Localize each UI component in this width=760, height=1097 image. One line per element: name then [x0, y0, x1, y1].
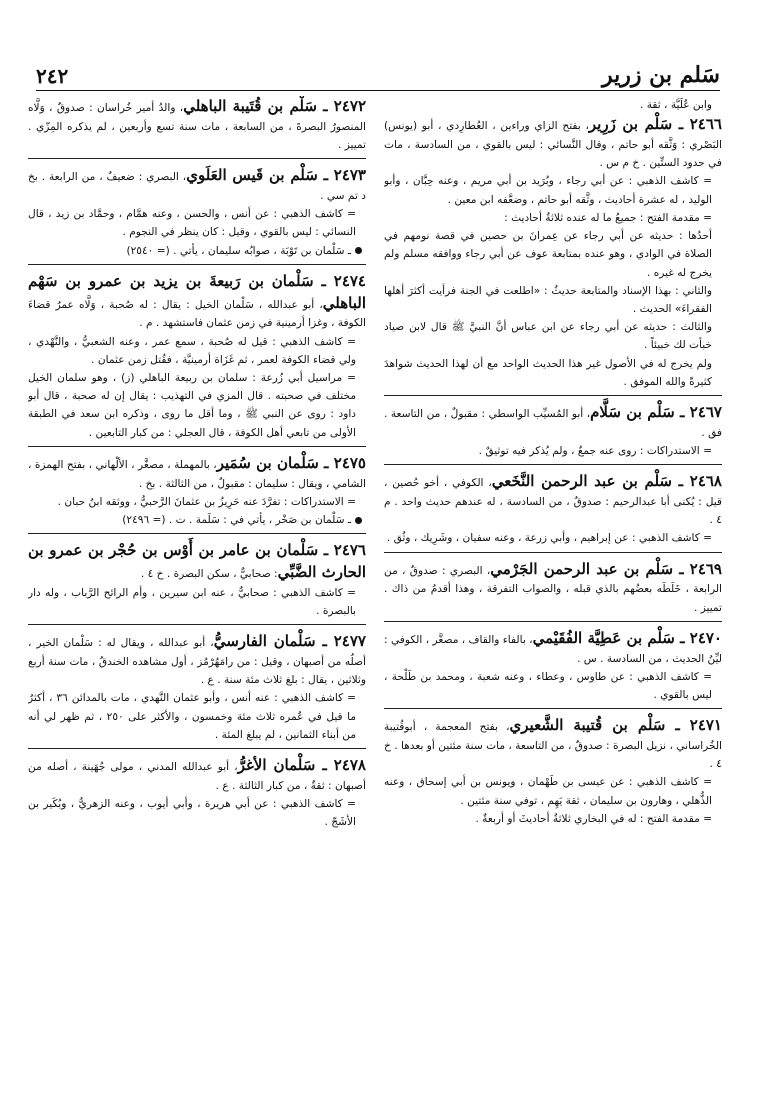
divider: [28, 748, 366, 749]
entry-text: ، أبو المُسيِّب الواسطي : مقبولٌ ، من التاسعة . فق .: [384, 408, 722, 439]
entry-2467: [384, 402, 722, 460]
entry-heading: ٢٤٦٩ ـ سَلْم بن عبد الرحمن الجَرْمي: [490, 559, 722, 578]
entry-2471: [384, 715, 722, 828]
entry-2475: [28, 453, 366, 529]
entry-heading: ٢٤٧٢ ـ سَلْم بن قُتَيبة الباهلي: [183, 97, 366, 115]
divider: [384, 395, 722, 396]
running-title: سَلم بن زرير: [601, 62, 720, 88]
kashif-note: = كاشف الذهبي : عن أبي هريرة ، وأبي أيوب ، وعنه الزهريُّ ، وبُكَير بن الأشَجّ .: [28, 798, 356, 829]
fath-paragraph-1: أحدُها : حديثه عن أبي رجاء عن عِمرانَ بن حصين في قصة نومهم في الصلاة في الوادي ، وهو عنده بمتابعة عوف عن أبي رجاء ووافقه مسلم ولم يخرج له غيره .: [384, 230, 712, 279]
entry-text: ، والدُ أمير خُراسان : صدوقٌ ، وَلَّاه المنصورُ البصرةَ ، من السابعة ، مات سنة تسع وأربعين ، لم يذكره المِزّي . تمييز .: [28, 102, 366, 151]
divider: [384, 621, 722, 622]
divider: [384, 464, 722, 465]
continuation-line: وابن عُلَيَّة ، ثقة .: [639, 99, 712, 111]
entry-2476: [28, 540, 366, 620]
entry-text: ، أبو عبدالله ، سَلْمان الخيل : يقال : له صُحبة ، وَلَّاه عمرُ قضاءَ الكوفة ، وغزا أرمينية في زمن عثمان فاستشهد . م .: [28, 298, 366, 330]
entry-text: ، بالفاء والقاف ، مصغَّر ، الكوفي : ليِّنُ الحديث ، من السادسة . س .: [384, 633, 722, 665]
divider: [384, 552, 722, 553]
bullet-icon: [355, 517, 362, 524]
entry-text: ، البصري : صدوقٌ ، من الرابعة ، خَلَطَه بعضُهم بالذي قبله ، والصواب التفرقة ، وهذا أقدمُ من ذاك . تمييز .: [384, 564, 722, 614]
cross-reference: [28, 242, 366, 260]
entry-2470: [384, 628, 722, 704]
entry-heading: ٢٤٧٦ ـ سَلْمان بن عامر بن أَوْس بن حُجْر بن عمرو بن الحارث الضَّبِّي: [28, 541, 366, 581]
divider: [28, 624, 366, 625]
kashif-note: = كاشف الذهبي : صحابيٌّ ، عنه ابن سيرين ، وأم الرائح الرَّباب ، وله دار بالبصرة .: [28, 586, 356, 617]
entry-2472: [28, 96, 366, 154]
fath-note: = مقدمة الفتح : جميعُ ما له عنده ثلاثةُ أحاديث :: [504, 211, 712, 224]
divider: [384, 708, 722, 709]
kashif-note: = كاشف الذهبي : عن إبراهيم ، وأبي زرعة ، وعنه سفيان ، وشَرِيك ، وثُق .: [386, 532, 712, 545]
fath-paragraph-4: ولم يخرج له في الأصول غير هذا الحديث الواحد مع أن لهذا الحديث شواهدَ كثيرةً والله الموفق .: [384, 357, 712, 388]
page-number: ٢٤٢: [36, 64, 69, 88]
entry-heading: ٢٤٧٧ ـ سَلْمان الفارسيُّ: [213, 632, 366, 651]
entry-text: ، بفتح الزاي وراءين ، العُطارِدي ، أبو (يونس) البَصْري : وَثَّقه أبو حاتم ، وقال النَّسائي : ليس بالقوي ، من السادسة ، مات في حدود الستِّين . خ م س .: [384, 120, 722, 170]
entry-heading: ٢٤٦٨ ـ سَلْم بن عبد الرحمن النَّخَعي: [491, 472, 722, 491]
divider: [28, 264, 366, 265]
entry-heading: ٢٤٦٧ ـ سَلْم بن سَلَّام: [590, 403, 722, 422]
entry-2466: [384, 114, 722, 391]
left-column: [28, 96, 366, 1076]
entry-heading: ٢٤٧٥ ـ سَلْمان بن سُمَير: [216, 453, 366, 472]
entry-heading: ٢٤٦٦ ـ سَلْم بن زَرِير: [588, 115, 722, 134]
cross-reference-text: ـ سَلْمان بن صَخْر ، يأتي في : سَلَمة . ت . (= ٢٤٩٦): [122, 514, 351, 527]
entry-text: : صحابيٌّ ، سكن البصرة . خ ٤ .: [140, 568, 278, 580]
page-header: [36, 60, 720, 91]
fath-paragraph-2: والثاني : بهذا الإسناد والمتابعة حديثُ : «اطلعت في الجنة فرأيت أكثرَ أهلها الفقراءَ» الحديث .: [384, 284, 712, 315]
kashif-note: = كاشف الذهبي : عنه أنس ، وأبو عثمان النَّهدي ، مات بالمدائن ٣٦ ، أكثرُ ما قيل في عُمره ثلاث مئة وخمسون ، والأكثر على ٢٥٠ ، ثم ظهر لي أنه من أبناء الثمانين ، لم يبلغ المئة .: [28, 692, 356, 741]
entry-heading: ٢٤٧٤ ـ سَلْمان بن رَبيعةَ بن يزيد بن عمرو بن سَهْم الباهلي: [28, 271, 366, 312]
kashif-note: = كاشف الذهبي : عن أنس ، والحسن ، وعنه همَّام ، وحمَّاد بن زيد ، قال النسائي : ليس بالقوي ، وقيل : كان ينظر في النجوم .: [28, 208, 356, 239]
kashif-note: = كاشف الذهبي : قيل له صُحبة ، سمع عمر ، وعنه الشعبيُّ ، والنَّهْدي ، ولي قضاء الكوفة لعمر ، ثم غَزَاة أرمينيَّة ، فقُتل زمن عثمان .: [28, 335, 356, 366]
entry-text: ، البصري : ضعيفٌ ، من الرابعة . بخ د تم سي .: [28, 171, 366, 202]
entry-heading: ٢٤٧١ ـ سَلْم بن قُتيبة الشَّعيري: [509, 716, 722, 735]
fath-note: = مقدمة الفتح : له في البخاري ثلاثةُ أحاديثَ أو أربعةٌ .: [475, 812, 712, 825]
kashif-note: = كاشف الذهبي : عن طاوس ، وعطاء ، وعنه شعبة ، ومحمد بن طَلْحة ، ليس بالقوي .: [384, 670, 712, 701]
marasil-note: = مراسيل أبي زُرعة : سلمان بن ربيعة الباهلي (ز) ، وهو سلمان الخيل مختلف في صحبته . قال المزي في التهذيب : يقال إن له صحبة ، قال أبو داود : روى عن النبي ﷺ ، وما أقل ما روى ، وذكره ابن سعد في الطبقة الأولى من تابعي أهل الكوفة ، قال العجلي : من كبار التابعين .: [28, 371, 356, 439]
entry-text: ، بفتح المعجمة ، أبوقُتيبة الخُراساني ، نزيل البصرة : صدوقٌ ، من التاسعة ، مات سنة مئتين أو بعدها . خ ٤ .: [384, 721, 722, 771]
istidrak-note: = الاستدراكات : روى عنه جمعٌ ، ولم يُذكر فيه توثيقٌ .: [478, 445, 712, 457]
entry-2477: [28, 631, 366, 744]
bullet-icon: [355, 247, 362, 254]
divider: [28, 533, 366, 534]
entry-heading: ٢٤٧٠ ـ سَلْم بن عَطِيَّة الفُقَيْمي: [532, 628, 722, 647]
cross-reference: [28, 511, 366, 529]
right-column: [384, 96, 722, 1076]
entry-text: ، أبو عبدالله ، ويقال له : سَلْمان الخير ، أصلُه من أصبهان ، وقيل : من رامَهُرْمُز ، أول مشاهده الخندقُ ، مات سنة أربع وثلاثين ، يقال : بلغ ثلاث مئة سنة . ع .: [28, 637, 366, 687]
entry-heading: ٢٤٧٣ ـ سَلْم بن قَيس العَلَوي: [186, 166, 366, 185]
istidrak-note: = الاستدراكات : تفرَّدَ عنه حَرِيزُ بن عثمانَ الرَّحبيُّ ، ووثقه ابنُ حبان .: [57, 495, 356, 508]
entry-2478: [28, 755, 366, 831]
divider: [28, 158, 366, 159]
entry-2469: [384, 559, 722, 617]
entry-text: ، بالمهملة ، مصغَّر ، الألْهاني ، بفتح الهمزة ، الشامي ، ويقال : سليمان : مقبولٌ ، من الثالثة . بخ .: [28, 458, 366, 490]
entry-2468: [384, 471, 722, 547]
entry-2474: [28, 271, 366, 442]
divider: [28, 446, 366, 447]
entry-text: ، الكوفي ، أخو حُصين ، قيل : يُكنى أبا عبدالرحيم : صدوقٌ ، من السادسة ، له عندهم حديث واحد . م ٤ .: [384, 477, 722, 527]
cross-reference-text: ـ سَلْمان بن تَوْبَة ، صوابُه سليمان ، يأتي . (= ٢٥٤٠): [126, 244, 351, 257]
entry-text: ، أبو عبدالله المدني ، مولى جُهَينة ، أصله من أصبهان : ثقةٌ ، من كبار الثالثة . ع .: [28, 761, 366, 792]
kashif-note: = كاشف الذهبي : عن عيسى بن طَهْمان ، ويونس بن أبي إسحاق ، وعنه الذُّهلي ، وهارون بن سليمان ، ثقة يَهِم ، توفي سنة مئتين .: [384, 776, 712, 807]
fath-paragraph-3: والثالث : حديثه عن أبي رجاء عن ابن عباس أنَّ النبيَّ ﷺ قال لابن صياد خبأت لك خبيئاً .: [384, 321, 712, 352]
entry-2473: [28, 165, 366, 260]
kashif-note: = كاشف الذهبي : عن أبي رجاء ، وبُرَيد بن أبي مريم ، وعنه حِبَّان ، وأبو الوليد ، له عشرة أحاديث ، وثَّقه أبو حاتم ، وضعَّفه ابن معين .: [384, 175, 712, 206]
entry-heading: ٢٤٧٨ ـ سَلْمان الأغرُّ: [237, 756, 366, 775]
